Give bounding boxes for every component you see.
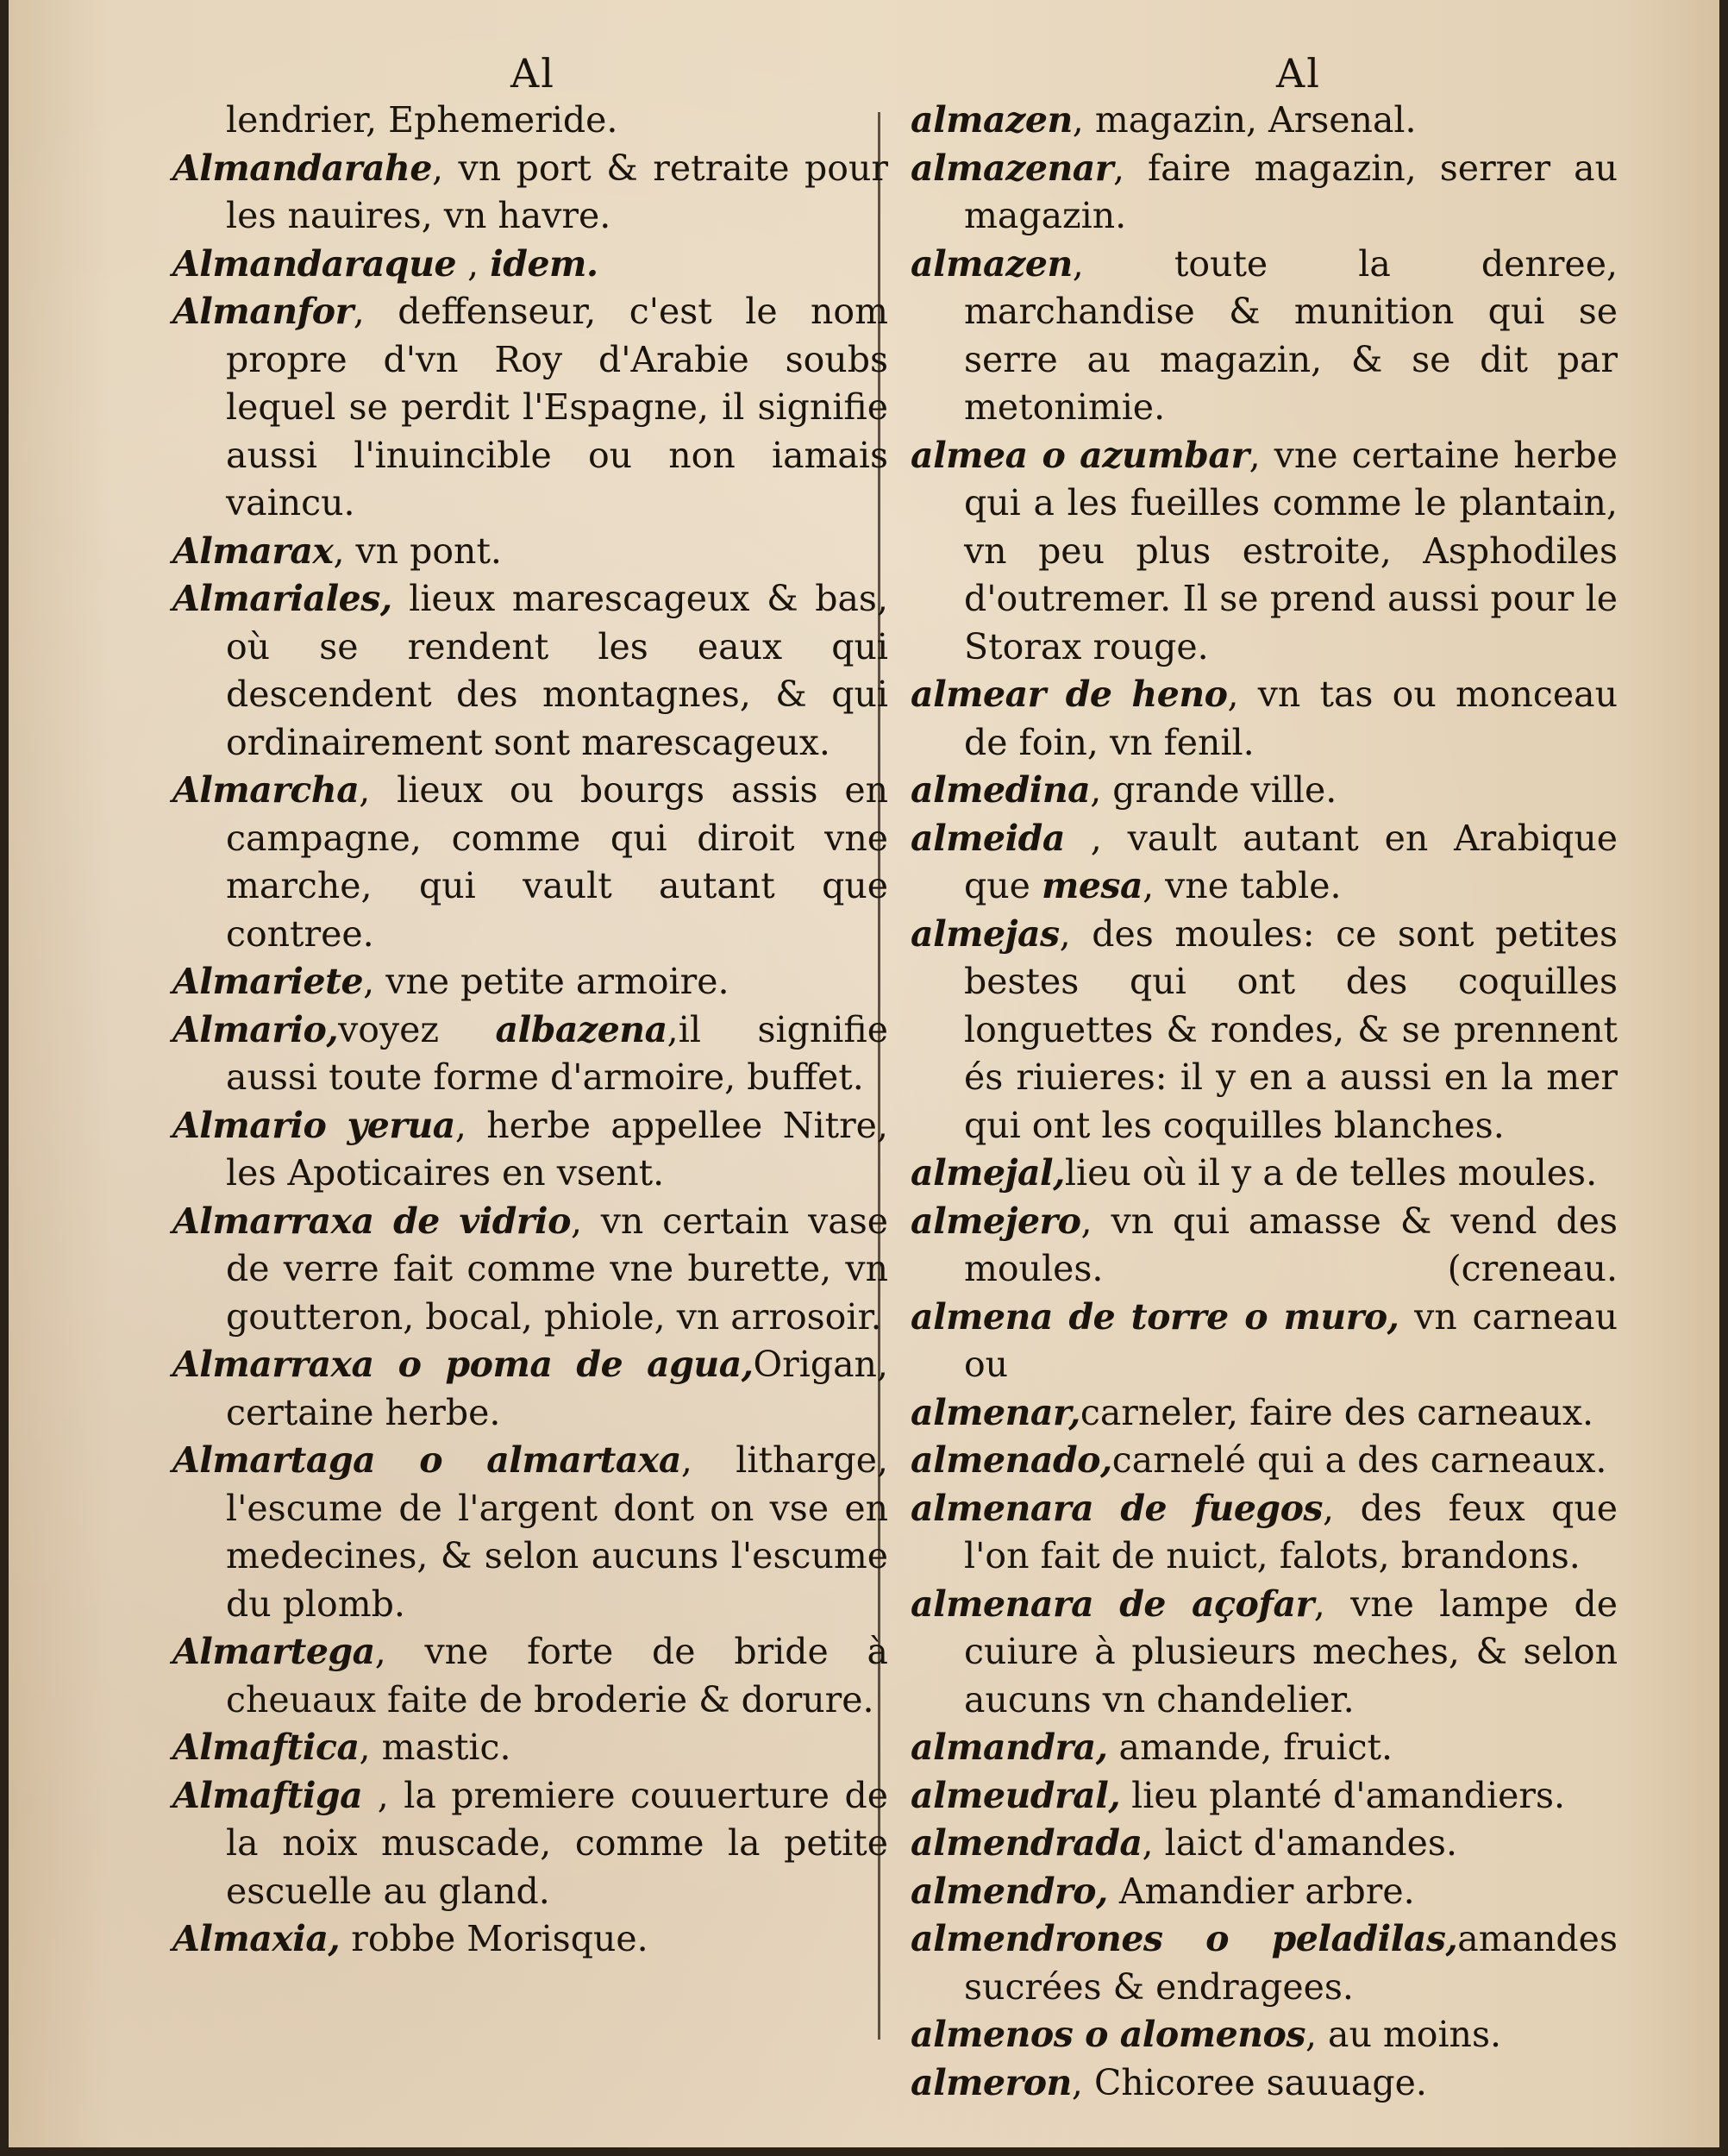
headword: almeudral, [911,1774,1121,1816]
dictionary-entry: almenos o alomenos, au moins. [911,2014,1502,2055]
headword: Almarraxa o poma de agua, [172,1344,754,1385]
headword: Almaftica [172,1727,360,1768]
headword: Almarraxa de vidrio [172,1200,571,1242]
headword: almenar, [911,1391,1080,1433]
dictionary-entry: almandra, amande, fruict. [911,1727,1393,1768]
dictionary-entry: lendrier, Ephemeride. [226,99,618,141]
running-head-right: Al [1276,50,1321,97]
dictionary-entry: almendrones o peladilas,amandes sucrées & endragees. [911,1918,1618,2008]
headword: Almartega [172,1631,375,1672]
headword: Almariete [172,961,364,1002]
dictionary-entry: almendro, Amandier arbre. [911,1870,1415,1912]
dictionary-entry: almenado,carnelé qui a des carneaux. [911,1439,1607,1481]
dictionary-entry: Almario,voyez albazena,il signifie aussi toute forme d'armoire, buffet. [172,1008,888,1098]
dictionary-entry: almeron, Chicoree sauuage. [911,2061,1427,2103]
headword: Almariales, [172,578,392,619]
headword: almeida [911,817,1065,859]
dictionary-entry: almejas, des moules: ce sont petites bestes qui ont des coquilles longuettes & rondes, & se prennent és riuieres: il y en a aussi en la mer qui ont les coquilles blanches. [911,912,1618,1146]
left-column [172,97,888,1964]
dictionary-entry: Almariales, lieux marescageux & bas, où se rendent les eaux qui descendent des montagnes, & qui ordinairement sont marescageux. [172,578,888,763]
dictionary-entry: almendrada, laict d'amandes. [911,1822,1457,1864]
headword: almena de torre o muro, [911,1295,1399,1338]
dictionary-entry: almenara de açofar, vne lampe de cuiure à plusieurs meches, & selon aucuns vn chandelier. [911,1583,1618,1720]
dictionary-entry: almenara de fuegos, des feux que l'on fait de nuict, falots, brandons. [911,1487,1618,1576]
headword: Almaxia, [172,1918,341,1959]
headword: almenara de fuegos [911,1487,1324,1529]
headword: Almartaga o almartaxa [172,1439,681,1481]
dictionary-entry: Almaftica, mastic. [172,1727,511,1768]
dictionary-entry: almeudral, lieu planté d'amandiers. [911,1774,1566,1816]
headword: almazen [911,242,1073,285]
running-head-left: Al [510,50,555,97]
dictionary-entry: Almarraxa o poma de agua,Origan, certaine herbe. [172,1344,888,1433]
dictionary-entry: Almariete, vne petite armoire. [172,961,729,1002]
dictionary-entry: almeida , vault autant en Arabique que mesa, vne table. [911,817,1618,906]
headword: almejero [911,1200,1081,1242]
dictionary-entry: Almandarahe, vn port & retraite pour les nauires, vn havre. [172,147,888,236]
dictionary-entry: Almandaraque , idem. [172,242,598,285]
dictionary-entry: almea o azumbar, vne certaine herbe qui a les fueilles comme le plantain, vn peu plus estroite, Asphodiles d'outremer. Il se prend aussi pour le Storax rouge. [911,434,1618,667]
headword: Almanfor [172,291,354,332]
headword: almendrada [911,1822,1143,1864]
headword: almejal, [911,1152,1065,1194]
headword: almenos o alomenos [911,2014,1305,2055]
dictionary-entry: almedina, grande ville. [911,769,1337,811]
dictionary-entry: almejal,lieu où il y a de telles moules. [911,1152,1598,1194]
headword: almea o azumbar [911,434,1249,476]
headword: Almarcha [172,769,360,811]
dictionary-entry: Almartega, vne forte de bride à cheuaux faite de broderie & dorure. [172,1631,888,1720]
headword: almeron [911,2061,1072,2103]
dictionary-entry: Almarax, vn pont. [172,530,502,572]
headword: almazenar [911,147,1113,189]
headword: almenara de açofar [911,1583,1314,1625]
dictionary-entry: Almanfor, deffenseur, c'est le nom propre d'vn Roy d'Arabie soubs lequel se perdit l'Espagne, il signifie aussi l'inuincible ou non iamais vaincu. [172,291,888,523]
dictionary-entry: Almaxia, robbe Morisque. [172,1918,648,1959]
dictionary-page [9,0,1719,2147]
headword: almejas [911,912,1060,955]
headword: almenado, [911,1439,1112,1481]
dictionary-entry: almazen, toute la denree, marchandise & munition qui se serre au magazin, & se dit par metonimie. [911,242,1618,428]
dictionary-entry: almejero, vn qui amasse & vend des moules. (creneau. [911,1200,1618,1289]
dictionary-entry: Almario yerua, herbe appellee Nitre, les Apoticaires en vsent. [172,1104,888,1194]
headword: Almarax [172,530,334,572]
dictionary-entry: almear de heno, vn tas ou monceau de foin, vn fenil. [911,674,1618,763]
dictionary-entry: Almaftiga , la premiere couuerture de la noix muscade, comme la petite escuelle au gland. [172,1774,888,1912]
dictionary-entry: almazenar, faire magazin, serrer au magazin. [911,147,1618,236]
right-column [911,97,1618,2107]
headword: almendro, [911,1870,1108,1912]
headword: almandra, [911,1727,1108,1768]
headword: Almario, [172,1008,339,1050]
headword: Almaftiga [172,1774,363,1816]
headword: almendrones o peladilas, [911,1918,1458,1959]
headword: almazen [911,99,1073,141]
headword: Almandaraque [172,242,457,285]
headword: almear de heno [911,674,1228,715]
dictionary-entry: Almarraxa de vidrio, vn certain vase de verre fait comme vne burette, vn goutteron, bocal, phiole, vn arrosoir. [172,1200,888,1338]
dictionary-entry: Almartaga o almartaxa, litharge, l'escume de l'argent dont on vse en medecines, & selon aucuns l'escume du plomb. [172,1439,888,1625]
headword: almedina [911,769,1091,811]
dictionary-entry: Almarcha, lieux ou bourgs assis en campagne, comme qui diroit vne marche, qui vault autant que contree. [172,769,888,955]
dictionary-entry: almenar,carneler, faire des carneaux. [911,1391,1593,1433]
dictionary-entry: almazen, magazin, Arsenal. [911,99,1417,141]
headword: Almandarahe [172,147,432,189]
dictionary-entry: almena de torre o muro, vn carneau ou [911,1295,1618,1385]
headword: Almario yerua [172,1104,455,1146]
